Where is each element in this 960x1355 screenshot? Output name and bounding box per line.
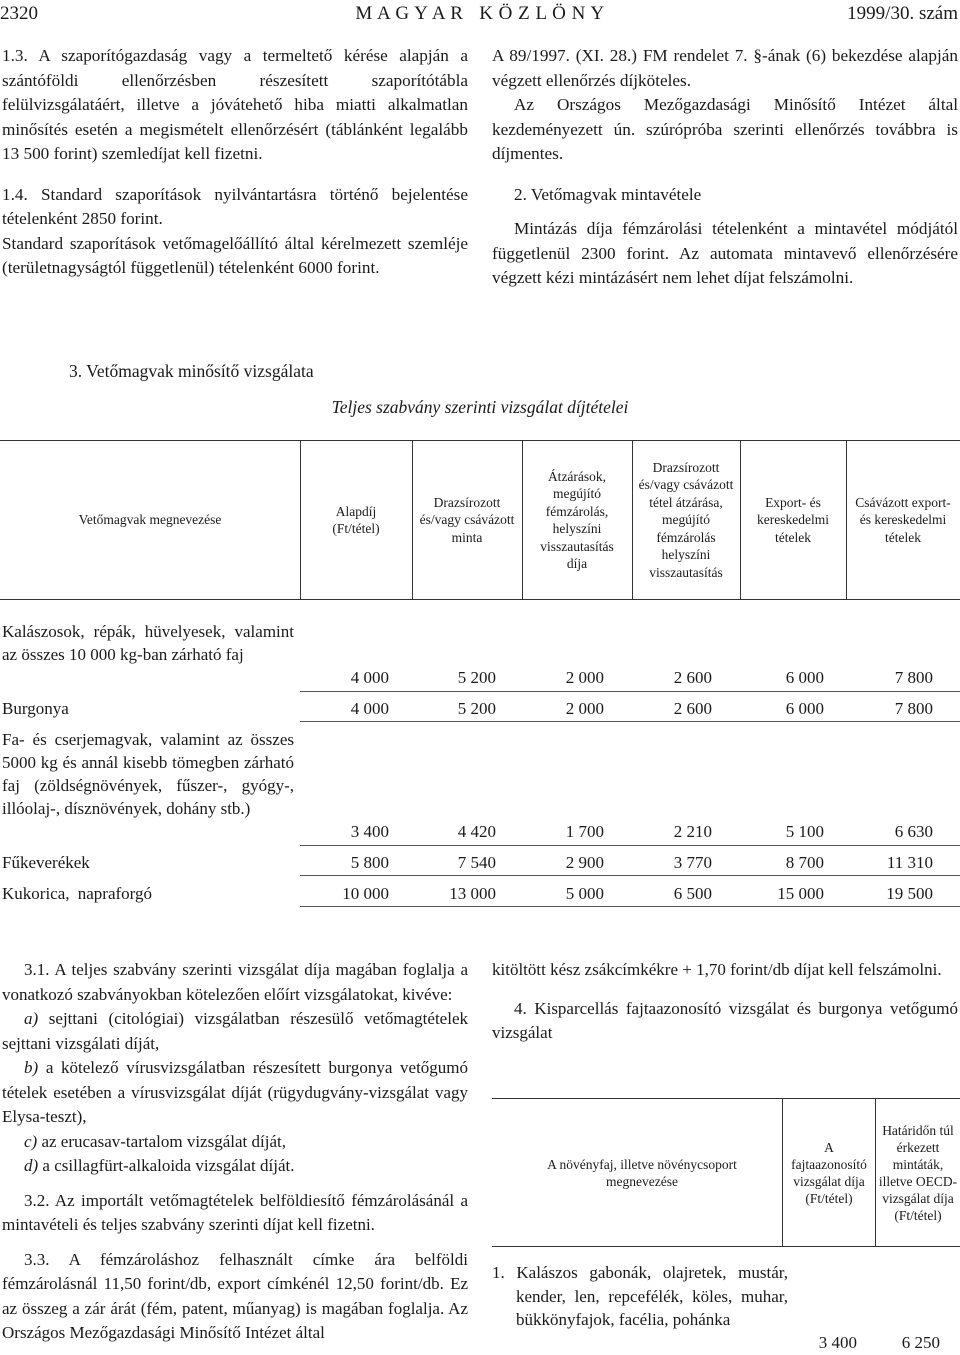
paragraph-1-4: 1.4. Standard szaporítások nyilvántartásra történő bejelentése tételenként 2850 forint. — [2, 184, 468, 228]
cell-value: 7 540 — [457, 853, 496, 872]
row-rule — [300, 691, 960, 692]
list-letter: d) — [24, 1156, 39, 1175]
paragraph-3-2: 3.2. Az importált vetőmagtételek belföldiesítő fémzárolásánál a mintavételi és teljes szabvány szerinti díjat kell fizetni. — [2, 1190, 468, 1234]
cell-value: 6 500 — [673, 884, 712, 903]
cell-value: 2 000 — [565, 699, 604, 718]
left-column-bottom — [2, 958, 468, 1346]
col-header-name: Vetőmagvak megnevezése — [78, 512, 222, 528]
list-text: az erucasav-tartalom vizsgálat díját, — [41, 1131, 286, 1151]
cell-value: 7 800 — [894, 668, 933, 687]
paragraph-3-3: 3.3. A fémzároláshoz felhasznált címke ára belföldi fémzárolásnál 11,50 forint/db, export címkénél 12,50 forint/db. Ez az összeg a zár árát (fém, patent, műanyag) is magában foglalja. Az Országos Mezőgazdasági Minősítő Intézet által — [2, 1249, 468, 1342]
row-label-fa-cserjemagvak: Fa- és cserjemagvak, valamint az összes 5000 kg és annál kisebb tömegben zárható faj (zöldségnövények, fűszer-, gyógy-, illóolaj-, dísznövények, dohány stb.) — [2, 730, 294, 818]
list-item-d — [2, 1154, 468, 1179]
list-item-a — [2, 1007, 468, 1056]
col-divider — [632, 440, 633, 599]
cell-value: 3 770 — [673, 853, 712, 872]
col-divider — [846, 440, 847, 599]
paragraph-mintazas: Mintázás díja fémzárolási tételenként a mintavétel módjától függetlenül 2300 forint. Az automata mintavevő ellenőrzésére végzett kézi mintázásért nem lehet díjat felszámolni. — [492, 219, 958, 287]
cell-value: 2 000 — [565, 668, 604, 687]
list-letter: a) — [24, 1009, 39, 1028]
cell-value: 4 000 — [350, 699, 389, 718]
row-rule — [300, 906, 960, 907]
col-header-drazsirozott-minta: Drazsírozott és/vagy csávázott minta — [419, 494, 515, 545]
cell-value: 15 000 — [777, 884, 824, 903]
cell-value: 13 000 — [449, 884, 496, 903]
cell-value: 5 000 — [565, 884, 604, 903]
cell-value: 2 600 — [673, 699, 712, 718]
paragraph-zsakcimke: kitöltött kész zsákcímkékre + 1,70 forint/db díjat kell felszámolni. — [492, 960, 942, 979]
table2-header-fajtaazonosito: A fajtaazonosító vizsgálat díja (Ft/tétel) — [791, 1139, 867, 1206]
cell-value: 5 100 — [785, 822, 824, 841]
cell-value: 5 800 — [350, 853, 389, 872]
cell-value: 4 000 — [350, 668, 389, 687]
list-text: a csillagfürt-alkaloida vizsgálat díját. — [42, 1156, 295, 1175]
cell-value: 2 600 — [673, 668, 712, 687]
row-label-kukorica: Kukorica, napraforgó — [2, 884, 153, 903]
cell-value: 4 420 — [457, 822, 496, 841]
journal-title: M A G Y A R K Ö Z L Ö N Y — [355, 3, 605, 24]
cell-value: 5 200 — [457, 699, 496, 718]
cell-value: 6 250 — [901, 1333, 940, 1352]
cell-value: 2 210 — [673, 822, 712, 841]
right-column-top — [492, 44, 958, 291]
table-title: Teljes szabvány szerinti vizsgálat díjtételei — [331, 397, 629, 417]
cell-value: 3 400 — [818, 1333, 857, 1352]
row-rule — [300, 845, 960, 846]
list-letter: c) — [24, 1131, 38, 1151]
cell-value: 7 800 — [894, 699, 933, 718]
paragraph-3-1: 3.1. A teljes szabvány szerinti vizsgálat díja magában foglalja a vonatkozó szabványokban kötelezően előírt vizsgálatokat, kivéve: — [2, 960, 468, 1004]
cell-value: 2 900 — [565, 853, 604, 872]
row-label-kalaszosok: Kalászosok, répák, hüvelyesek, valamint az összes 10 000 kg-ban zárható faj — [2, 622, 294, 664]
heading-kisparcellas: 4. Kisparcellás fajtaazonosító vizsgálat és burgonya vetőgumó vizsgálat — [492, 998, 958, 1042]
table2-header-rule — [492, 1246, 960, 1247]
table2-row-label-kalaszos: 1. Kalászos gabonák, olajretek, mustár, kender, len, repcefélék, köles, muhar, bükkönyfajok, facélia, pohánka — [492, 1263, 788, 1329]
row-label-burgonya: Burgonya — [2, 699, 69, 718]
col-divider — [300, 440, 301, 599]
list-item-b — [2, 1056, 468, 1130]
cell-value: 11 310 — [886, 853, 933, 872]
table-header-rule — [0, 599, 960, 600]
list-text: sejttani (citológiai) vizsgálatban részesülő vetőmagtételek sejttani vizsgálati díját, — [2, 1009, 468, 1053]
col-divider — [522, 440, 523, 599]
right-column-bottom — [492, 958, 958, 1046]
cell-value: 1 700 — [565, 822, 604, 841]
paragraph-1-3: 1.3. A szaporítógazdaság vagy a termeltető kérése alapján a szántóföldi ellenőrzésben részesített szaporítótábla felülvizsgálatáért, illetve a jóvátehető hiba miatti alkalmatlan minősítés esetén a megismételt ellenőrzésért (táblánként legalább 13 500 forint) szemledíjat kell fizetni. — [2, 46, 468, 163]
col-header-export: Export- és kereskedelmi tételek — [757, 494, 829, 545]
table2-header-hataridon-tul: Határidőn túl érkezett mintáták, illetve OECD-vizsgálat díja (Ft/tétel) — [878, 1122, 958, 1223]
cell-value: 3 400 — [350, 822, 389, 841]
cell-value: 6 000 — [785, 699, 824, 718]
left-column-top — [2, 44, 468, 281]
list-letter: b) — [24, 1058, 39, 1077]
cell-value: 8 700 — [785, 853, 824, 872]
row-rule — [300, 721, 960, 722]
paragraph-szuroproba: Az Országos Mezőgazdasági Minősítő Intézet által kezdeményezett ún. szúrópróba szerinti ellenőrzés továbbra is díjmentes. — [492, 95, 958, 163]
col-divider — [875, 1098, 876, 1246]
row-label-fukeverekek: Fűkeverékek — [2, 853, 90, 872]
list-item-c — [2, 1130, 468, 1155]
cell-value: 19 500 — [886, 884, 933, 903]
col-header-atzarasok: Átzárások, megújító fémzárolás, helyszíni visszautasítás díja — [540, 468, 614, 571]
cell-value: 5 200 — [457, 668, 496, 687]
heading-mintavetel: 2. Vetőmagvak mintavétele — [514, 184, 702, 204]
cell-value: 6 630 — [894, 822, 933, 841]
col-header-drazsirozott-tetel: Drazsírozott és/vagy csávázott tétel átzárása, megújító fémzárolás helyszíni visszautasítás — [638, 459, 734, 580]
col-divider — [412, 440, 413, 599]
col-header-csavazott-export: Csávázott export- és kereskedelmi tételek — [855, 494, 951, 545]
table2-header-name: A növényfaj, illetve növénycsoport megnevezése — [547, 1156, 737, 1189]
cell-value: 10 000 — [342, 884, 389, 903]
col-divider — [740, 440, 741, 599]
list-text: a kötelező vírusvizsgálatban részesített burgonya vetőgumó tételek esetében a vírusvizsgálat díját (rügydugvány-vizsgálat vagy Elysa-teszt), — [2, 1058, 469, 1126]
col-header-alapdij: Alapdíj (Ft/tétel) — [332, 503, 380, 536]
cell-value: 6 000 — [785, 668, 824, 687]
paragraph-rendelet: A 89/1997. (XI. 28.) FM rendelet 7. §-ának (6) bekezdése alapján végzett ellenőrzés díjköteles. — [492, 46, 958, 90]
paragraph-standard-szemle: Standard szaporítások vetőmagelőállító által kérelmezett szemléje (területnagyságtól függetlenül) tételenként 6000 forint. — [2, 233, 468, 277]
issue-number: 1999/30. szám — [847, 3, 958, 24]
page-number: 2320 — [0, 3, 38, 24]
col-divider — [782, 1098, 783, 1246]
row-rule — [300, 875, 960, 876]
section-3-heading: 3. Vetőmagvak minősítő vizsgálata — [69, 361, 314, 381]
